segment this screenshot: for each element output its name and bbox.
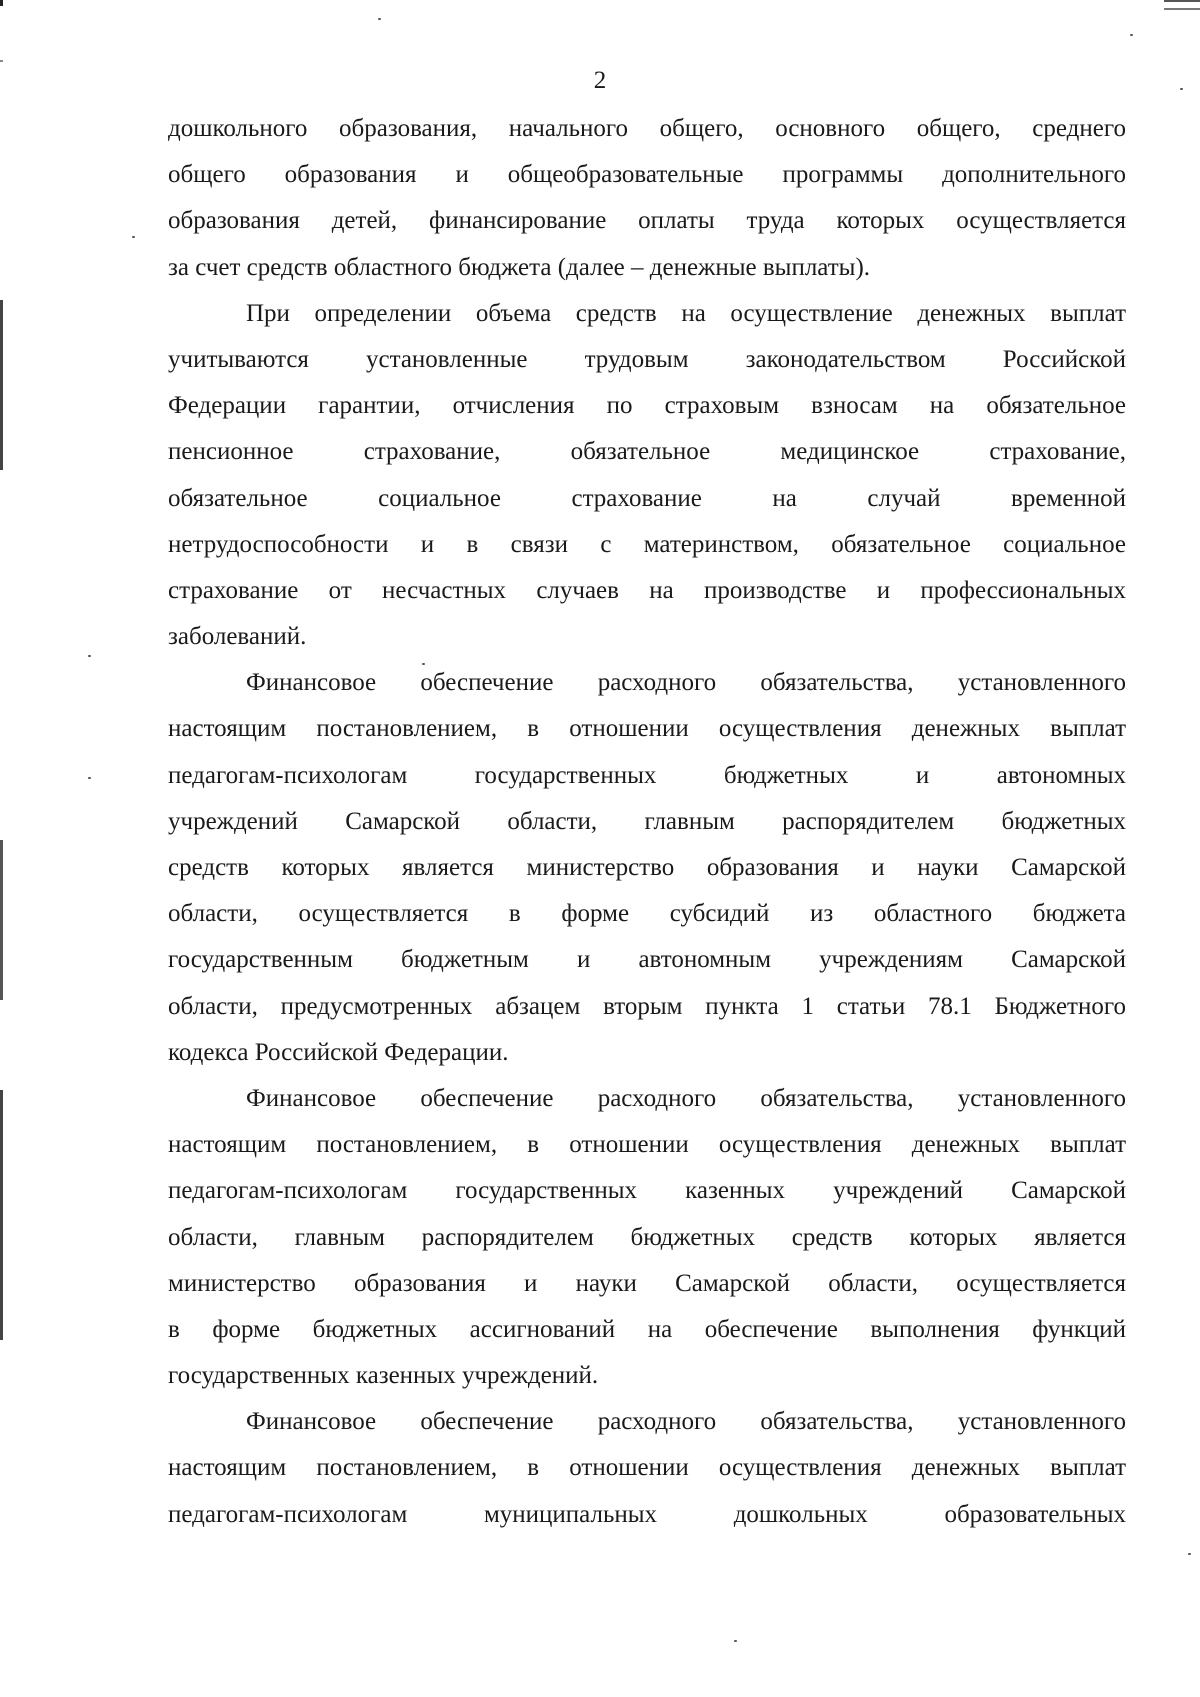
- text-line: в форме бюджетных ассигнований на обеспечение выполнения функций: [168, 1315, 1126, 1343]
- text-line: Финансовое обеспечение расходного обязательства, установленного: [246, 669, 1126, 697]
- text-line: области, главным распорядителем бюджетных средств которых является: [168, 1223, 1126, 1251]
- text-line: области, предусмотренных абзацем вторым пункта 1 статьи 78.1 Бюджетного: [168, 992, 1126, 1020]
- scan-corner-artifact: [1164, 0, 1200, 10]
- text-line: области, осуществляется в форме субсидий из областного бюджета: [168, 900, 1126, 928]
- text-line: пенсионное страхование, обязательное медицинское страхование,: [168, 438, 1126, 466]
- scan-speck: [88, 777, 91, 779]
- paragraph-budget-autonomous: [168, 660, 1126, 1076]
- text-line: педагогам-психологам государственных казенных учреждений Самарской: [168, 1177, 1126, 1205]
- text-line: Финансовое обеспечение расходного обязательства, установленного: [246, 1084, 1126, 1112]
- paragraph-municipal-preschool: [168, 1399, 1126, 1538]
- text-line: педагогам-психологам государственных бюджетных и автономных: [168, 761, 1126, 789]
- text-line: нетрудоспособности и в связи с материнством, обязательное социальное: [168, 530, 1126, 558]
- text-line: государственных казенных учреждений.: [168, 1362, 599, 1390]
- text-line: за счет средств областного бюджета (далее – денежные выплаты).: [168, 253, 871, 281]
- scan-speck: [132, 236, 135, 238]
- scan-edge-artifact: [0, 0, 3, 1697]
- text-line: страхование от несчастных случаев на производстве и профессиональных: [168, 576, 1126, 604]
- text-line: настоящим постановлением, в отношении осуществления денежных выплат: [168, 1454, 1126, 1482]
- text-line: При определении объема средств на осуществление денежных выплат: [246, 299, 1126, 327]
- text-line: государственным бюджетным и автономным учреждениям Самарской: [168, 946, 1126, 974]
- text-line: настоящим постановлением, в отношении осуществления денежных выплат: [168, 1131, 1126, 1159]
- document-body: [168, 106, 1126, 1538]
- text-line: учреждений Самарской области, главным распорядителем бюджетных: [168, 807, 1126, 835]
- paragraph-state-institutions: [168, 1076, 1126, 1399]
- text-line: кодекса Российской Федерации.: [168, 1038, 509, 1066]
- text-line: настоящим постановлением, в отношении осуществления денежных выплат: [168, 715, 1126, 743]
- scan-speck: [1130, 34, 1133, 36]
- page-number: 2: [593, 67, 607, 94]
- text-line: Финансовое обеспечение расходного обязательства, установленного: [246, 1408, 1126, 1436]
- text-line: дошкольного образования, начального общего, основного общего, среднего: [168, 115, 1126, 142]
- text-line: образования детей, финансирование оплаты труда которых осуществляется: [168, 207, 1126, 235]
- scan-speck: [88, 655, 91, 657]
- text-line: Федерации гарантии, отчисления по страховым взносам на обязательное: [168, 392, 1126, 420]
- text-line: заболеваний.: [168, 623, 307, 651]
- text-line: обязательное социальное страхование на случай временной: [168, 484, 1126, 512]
- scan-speck: [1188, 1553, 1191, 1555]
- scan-speck: [734, 1640, 737, 1642]
- text-line: средств которых является министерство образования и науки Самарской: [168, 854, 1126, 881]
- text-line: министерство образования и науки Самарской области, осуществляется: [168, 1269, 1126, 1297]
- text-line: педагогам-психологам муниципальных дошкольных образовательных: [168, 1500, 1126, 1528]
- scan-speck: [378, 18, 381, 20]
- text-line: учитываются установленные трудовым законодательством Российской: [168, 345, 1126, 373]
- paragraph-funding-guarantees: [168, 291, 1126, 661]
- paragraph-continuation: [168, 106, 1126, 291]
- text-line: общего образования и общеобразовательные программы дополнительного: [168, 161, 1126, 189]
